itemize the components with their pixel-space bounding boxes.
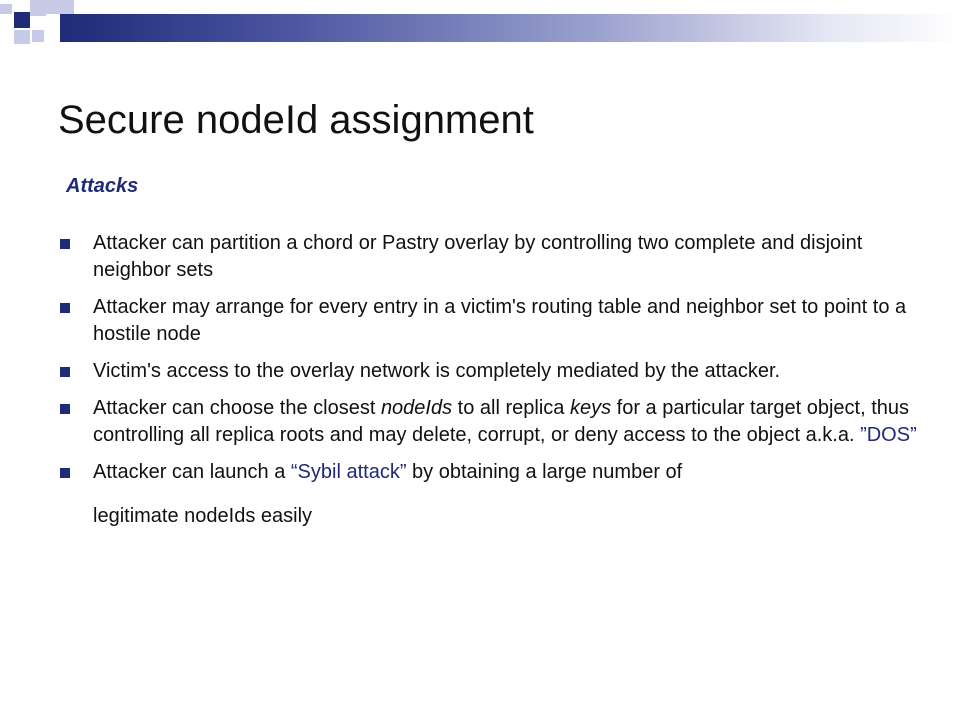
square-bullet-icon: [60, 239, 70, 249]
decor-square: [14, 30, 30, 44]
decor-square: [46, 0, 60, 14]
bullet-item: [60, 358, 920, 385]
bullet-item: [60, 395, 920, 449]
square-bullet-icon: [60, 303, 70, 313]
square-bullet-icon: [60, 367, 70, 377]
emphasis-keys: keys: [569, 397, 612, 419]
bullet-text: Attacker may arrange for every entry in a victim's routing table and neighbor set to point to a hostile node: [93, 296, 907, 345]
square-bullet-icon: [60, 468, 70, 478]
decor-square: [30, 0, 46, 16]
decor-square: [32, 30, 44, 42]
bullet-text: Victim's access to the overlay network is completely mediated by the attacker.: [93, 360, 781, 382]
highlight-sybil-attack: “Sybil attack”: [290, 461, 407, 483]
square-bullet-icon: [60, 404, 70, 414]
slide-subtitle: Attacks: [66, 175, 139, 197]
bullet-list: [60, 230, 920, 540]
decor-square: [0, 4, 12, 14]
bullet-item: [60, 459, 920, 530]
bullet-item: [60, 294, 920, 348]
bullet-text-part: Attacker can launch a: [93, 461, 291, 483]
bullet-text-part: for a particular target object, thus controlling all replica roots and may delete, corrupt, or deny access to the object a.k.a.: [93, 397, 910, 446]
bullet-text-part: Attacker can choose the closest: [93, 397, 381, 419]
decor-square: [14, 12, 30, 28]
bullet-text: Attacker can partition a chord or Pastry overlay by controlling two complete and disjoint neighbor sets: [93, 232, 863, 281]
header-gradient-bar: [60, 14, 960, 42]
bullet-text: [93, 461, 920, 530]
highlight-dos: ”DOS”: [860, 424, 917, 446]
slide-title: Secure nodeId assignment: [58, 98, 534, 142]
bullet-text-part: by obtaining a large number of: [406, 461, 683, 483]
decor-square: [60, 0, 74, 14]
bullet-text-part: to all replica: [452, 397, 570, 419]
bullet-text-continuation: legitimate nodeIds easily: [93, 505, 313, 527]
emphasis-nodeids: nodeIds: [380, 397, 453, 419]
bullet-text: [93, 397, 917, 446]
bullet-item: [60, 230, 920, 284]
